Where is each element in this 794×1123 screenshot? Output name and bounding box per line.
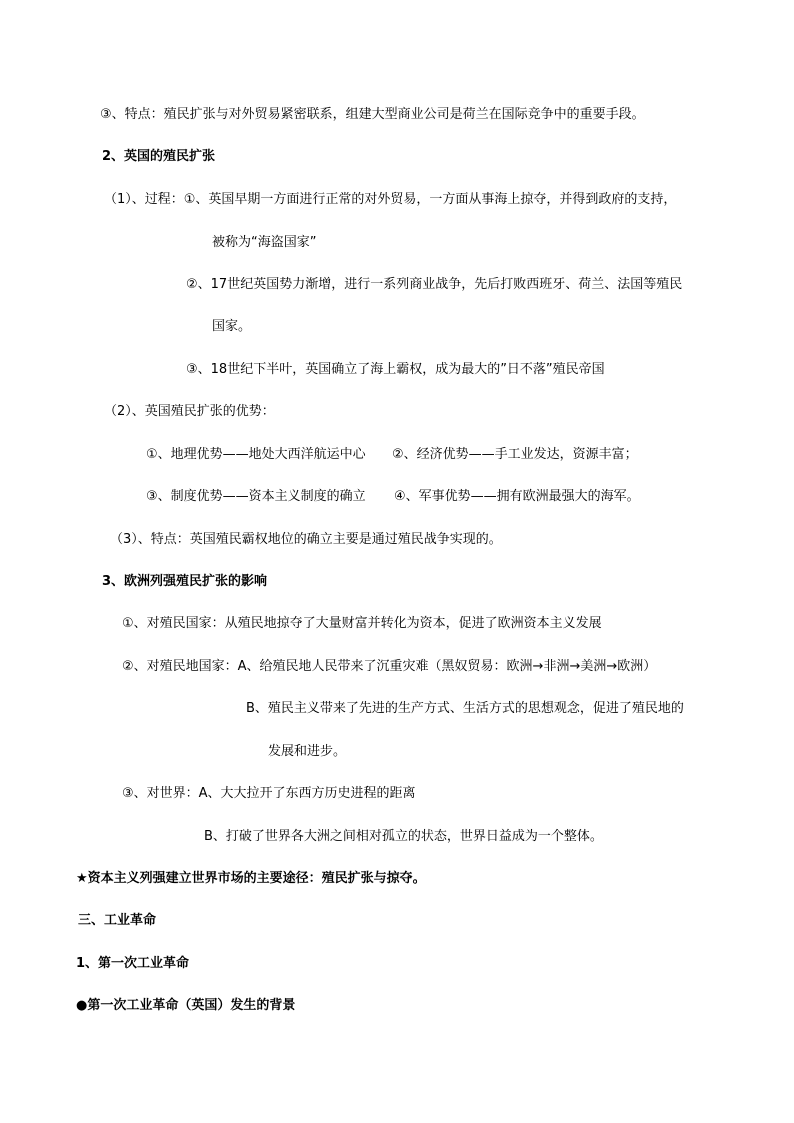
text-line: 发展和进步。 bbox=[268, 744, 347, 759]
text-line: ③、特点：殖民扩张与对外贸易紧密联系，组建大型商业公司是荷兰在国际竞争中的重要手段。 bbox=[100, 107, 645, 122]
text-line: ①、地理优势——地处大西洋航运中心 bbox=[146, 447, 366, 462]
text-line: （2）、英国殖民扩张的优势： bbox=[104, 404, 275, 419]
text-line: ③、制度优势——资本主义制度的确立 bbox=[146, 489, 366, 504]
subsection-heading: ●第一次工业革命（英国）发生的背景 bbox=[76, 998, 296, 1013]
text-line: ②、17世纪英国势力渐增，进行一系列商业战争，先后打败西班牙、荷兰、法国等殖民 bbox=[186, 277, 683, 292]
key-point: ★资本主义列强建立世界市场的主要途径：殖民扩张与掠夺。 bbox=[76, 871, 426, 886]
section-heading: 1、第一次工业革命 bbox=[76, 956, 190, 971]
text-line: （1）、过程：①、英国早期一方面进行正常的对外贸易，一方面从事海上掠夺，并得到政府的支持， bbox=[104, 192, 677, 207]
text-line: ③、对世界：A、大大拉开了东西方历史进程的距离 bbox=[122, 786, 416, 801]
chapter-heading: 三、工业革命 bbox=[78, 913, 157, 928]
text-line: ④、军事优势——拥有欧洲最强大的海军。 bbox=[394, 489, 640, 504]
section-heading: 2、英国的殖民扩张 bbox=[102, 149, 216, 164]
text-line: ②、对殖民地国家：A、给殖民地人民带来了沉重灾难（黑奴贸易：欧洲→非洲→美洲→欧洲） bbox=[122, 659, 657, 674]
text-line: 被称为“海盗国家” bbox=[212, 235, 317, 250]
text-line: 国家。 bbox=[212, 319, 252, 334]
text-line: B、打破了世界各大洲之间相对孤立的状态，世界日益成为一个整体。 bbox=[204, 829, 603, 844]
text-line: ③、18世纪下半叶，英国确立了海上霸权，成为最大的”日不落”殖民帝国 bbox=[186, 362, 605, 377]
section-heading: 3、欧洲列强殖民扩张的影响 bbox=[102, 574, 268, 589]
text-line: ②、经济优势——手工业发达，资源丰富； bbox=[392, 447, 638, 462]
text-line: B、殖民主义带来了先进的生产方式、生活方式的思想观念，促进了殖民地的 bbox=[246, 701, 684, 716]
text-line: ①、对殖民国家：从殖民地掠夺了大量财富并转化为资本，促进了欧洲资本主义发展 bbox=[122, 616, 602, 631]
text-line: （3）、特点：英国殖民霸权地位的确立主要是通过殖民战争实现的。 bbox=[110, 532, 502, 547]
